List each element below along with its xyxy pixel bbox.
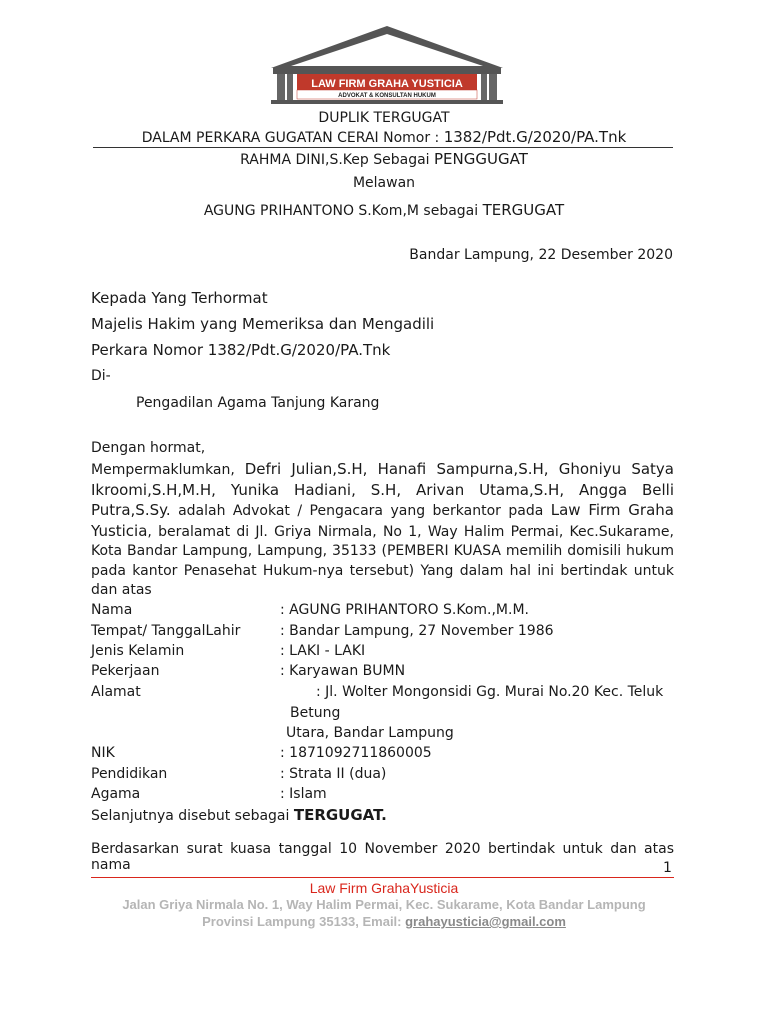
value-alamat-1: : Jl. Wolter Mongonsidi Gg. Murai No.20 Kec. Teluk	[316, 684, 664, 700]
value-pekerjaan: : Karyawan BUMN	[280, 663, 406, 679]
versus-line: Melawan	[352, 175, 416, 191]
svg-text:LAW FIRM GRAHA YUSTICIA: LAW FIRM GRAHA YUSTICIA	[311, 78, 463, 90]
label-ttl: Tempat/ TanggalLahir	[91, 623, 241, 639]
footer-firm: Law Firm GrahaYusticia	[309, 880, 459, 896]
addressee-court: Pengadilan Agama Tanjung Karang	[136, 395, 380, 411]
value-alamat-3: Utara, Bandar Lampung	[286, 725, 454, 741]
svg-text:ADVOKAT & KONSULTAN HUKUM: ADVOKAT & KONSULTAN HUKUM	[338, 93, 436, 99]
label-alamat: Alamat	[91, 684, 141, 700]
addressee-di: Di-	[91, 368, 111, 384]
label-agama: Agama	[91, 786, 141, 802]
closing-line: Berdasarkan surat kuasa tanggal 10 November 2020 bertindak untuk dan atas nama	[91, 841, 674, 873]
label-pendidikan: Pendidikan	[91, 766, 168, 782]
value-ttl: : Bandar Lampung, 27 November 1986	[280, 623, 554, 639]
addressee-line-3: Perkara Nomor 1382/Pdt.G/2020/PA.Tnk	[91, 341, 391, 359]
page-number: 1	[663, 860, 672, 876]
label-nama: Nama	[91, 602, 133, 618]
date-line: Bandar Lampung, 22 Desember 2020	[409, 247, 673, 263]
label-nik: NIK	[91, 745, 115, 761]
value-nik: : 1871092711860005	[280, 745, 432, 761]
label-pekerjaan: Pekerjaan	[91, 663, 160, 679]
case-line: DALAM PERKARA GUGATAN CERAI Nomor : 1382/Pdt.G/2020/PA.Tnk	[141, 128, 627, 146]
value-agama: : Islam	[280, 786, 327, 802]
selanjutnya-line: Selanjutnya disebut sebagai TERGUGAT.	[91, 806, 387, 824]
value-pendidikan: : Strata II (dua)	[280, 766, 387, 782]
footer-email-link[interactable]: grahayusticia@gmail.com	[405, 914, 566, 929]
footer-divider	[91, 877, 674, 878]
footer-address-1: Jalan Griya Nirmala No. 1, Way Halim Permai, Kec. Sukarame, Kota Bandar Lampung	[122, 897, 646, 912]
footer-address-2: Provinsi Lampung 35133, Email: grahayusticia@gmail.com	[202, 914, 566, 929]
header-divider	[93, 147, 673, 148]
value-jenis-kelamin: : LAKI - LAKI	[280, 643, 366, 659]
plaintiff-line: RAHMA DINI,S.Kep Sebagai PENGGUGAT	[240, 150, 528, 168]
value-nama: : AGUNG PRIHANTORO S.Kom.,M.M.	[280, 602, 529, 618]
greeting: Dengan hormat,	[91, 440, 206, 456]
logo-graphic	[263, 24, 511, 104]
defendant-line: AGUNG PRIHANTONO S.Kom,M sebagai TERGUGAT	[203, 201, 565, 219]
value-alamat-2: Betung	[290, 705, 341, 721]
doc-type: DUPLIK TERGUGAT	[318, 110, 450, 126]
addressee-line-1: Kepada Yang Terhormat	[91, 289, 268, 307]
law-firm-logo	[263, 24, 511, 104]
intro-paragraph: Mempermaklumkan, Defri Julian,S.H, Hanafi Sampurna,S.H, Ghoniyu Satya Ikroomi,S.H,M.H, Yunika Hadiani, S.H, Arivan Utama,S.H, Angga Belli Putra,S.Sy. adalah Advokat / Pengacara yang berkantor pada Law Firm Graha Yusticia, beralamat di Jl. Griya Nirmala, No 1, Way Halim Permai, Kec.Sukarame, Kota Bandar Lampung, Lampung, 35133 (PEMBERI KUASA memilih domisili hukum pada kantor Penasehat Hukum-nya tersebut) Yang dalam hal ini bertindak untuk dan atas	[91, 460, 674, 598]
addressee-line-2: Majelis Hakim yang Memeriksa dan Mengadili	[91, 315, 435, 333]
label-jenis-kelamin: Jenis Kelamin	[91, 643, 185, 659]
